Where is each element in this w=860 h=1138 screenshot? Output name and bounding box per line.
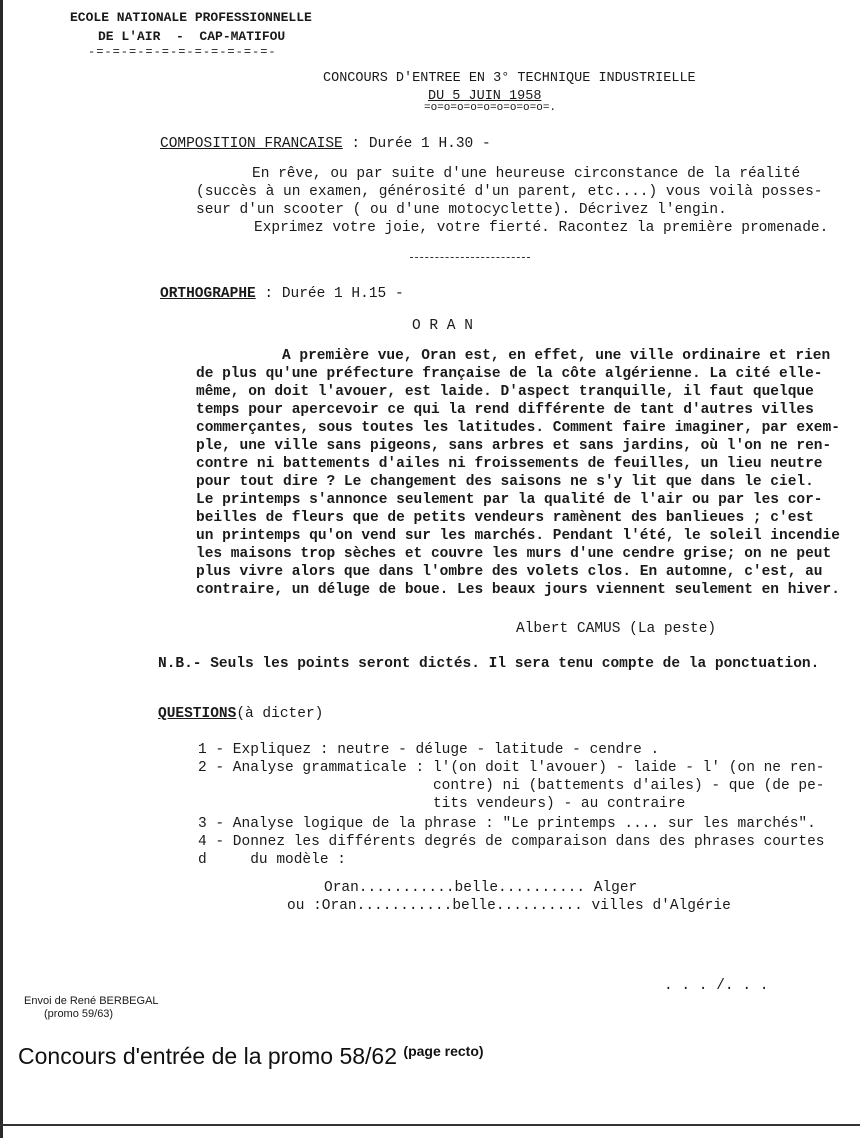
caption-note: (page recto) (403, 1043, 484, 1059)
composition-line: seur d'un scooter ( ou d'une motocyclette). Décrivez l'engin. (196, 202, 727, 218)
questions-heading: QUESTIONS (158, 706, 237, 722)
composition-heading: COMPOSITION FRANCAISE (160, 136, 343, 152)
composition-line: Exprimez votre joie, votre fierté. Racontez la première promenade. (254, 220, 829, 236)
questions-heading-suffix: (à dicter) (236, 706, 324, 722)
nb-note: N.B.- Seuls les points seront dictés. Il sera tenu compte de la ponctuation. (158, 656, 820, 672)
composition-heading-line (160, 136, 491, 153)
dictation-line: commerçantes, sous toutes les latitudes. Comment faire imaginer, par exem- (196, 420, 840, 436)
question-line: 4 - Donnez les différents degrés de comparaison dans des phrases courtes (198, 834, 825, 850)
question-line: 3 - Analyse logique de la phrase : "Le printemps .... sur les marchés". (198, 816, 816, 832)
dictation-line: contre ni battements d'ailes ni froissements de feuilles, un lieu neutre (196, 456, 823, 472)
dictation-line: un printemps qu'on vend sur les marchés. Pendant l'été, le soleil incendie (196, 528, 840, 544)
school-name-line1: ECOLE NATIONALE PROFESSIONNELLE (70, 10, 312, 25)
exam-date: DU 5 JUIN 1958 (428, 89, 542, 104)
composition-duration: : Durée 1 H.30 - (342, 136, 491, 152)
left-margin-line (0, 0, 3, 1138)
question-line: 2 - Analyse grammaticale : l'(on doit l'avouer) - laide - l' (on ne ren- (198, 760, 825, 776)
dictation-line: beilles de fleurs que de petits vendeurs ramènent des banlieues ; c'est (196, 510, 814, 526)
dictation-line: plus vivre alors que dans l'ombre des volets clos. En automne, c'est, au (196, 564, 823, 580)
caption-text: Concours d'entrée de la promo 58/62 (18, 1043, 398, 1069)
orthographe-heading: ORTHOGRAPHE (160, 286, 256, 302)
dictation-line: pour tout dire ? Le changement des saisons ne s'y lit que dans le ciel. (196, 474, 814, 490)
questions-heading-line (158, 706, 323, 723)
dictation-line: même, on doit l'avouer, est laide. D'aspect tranquille, il faut quelque (196, 384, 814, 400)
dictation-line: de plus qu'une préfecture française de la côte algérienne. La cité elle- (196, 366, 823, 382)
dictation-author: Albert CAMUS (La peste) (516, 621, 717, 637)
section-separator (410, 257, 530, 258)
dictation-line: Le printemps s'annonce seulement par la qualité de l'air ou par les cor- (196, 492, 823, 508)
dictation-line: contraire, un déluge de boue. Les beaux jours viennent seulement en hiver. (196, 582, 840, 598)
composition-line: En rêve, ou par suite d'une heureuse circonstance de la réalité (252, 166, 801, 182)
comparison-model-1: Oran...........belle.......... Alger (324, 880, 638, 896)
dictation-line: ple, une ville sans pigeons, sans arbres et sans jardins, où l'on ne ren- (196, 438, 832, 454)
question-line: tits vendeurs) - au contraire (198, 796, 686, 812)
sender-line1: Envoi de René BERBEGAL (24, 995, 159, 1007)
orthographe-heading-line (160, 286, 404, 303)
dictation-line: les maisons trop sèches et couvre les murs d'une cendre grise; on ne peut (196, 546, 832, 562)
composition-line: (succès à un examen, générosité d'un parent, etc....) vous voilà posses- (196, 184, 823, 200)
school-name-line2: DE L'AIR - CAP-MATIFOU (98, 29, 286, 44)
dictation-title: O R A N (412, 318, 473, 334)
orthographe-duration: : Durée 1 H.15 - (255, 286, 404, 302)
exam-title: CONCOURS D'ENTREE EN 3° TECHNIQUE INDUSTRIELLE (323, 71, 696, 86)
question-line: 1 - Expliquez : neutre - déluge - latitude - cendre . (198, 742, 660, 758)
question-line: contre) ni (battements d'ailes) - que (de pe- (198, 778, 825, 794)
school-rule: -=-=-=-=-=-=-=-=-=-=-=- (88, 45, 277, 59)
continuation-mark: . . . /. . . (664, 978, 769, 994)
page-caption (18, 1036, 484, 1071)
dictation-line: A première vue, Oran est, en effet, une ville ordinaire et rien (282, 348, 831, 364)
page-bottom-edge (0, 1124, 860, 1126)
sender-line2: (promo 59/63) (44, 1008, 114, 1020)
comparison-model-2: ou :Oran...........belle.......... villes d'Algérie (287, 898, 731, 914)
question-line: d du modèle : (198, 852, 346, 868)
date-rule: =o=o=o=o=o=o=o=o=o=. (424, 102, 557, 114)
dictation-line: temps pour apercevoir ce qui la rend différente de tant d'autres villes (196, 402, 814, 418)
